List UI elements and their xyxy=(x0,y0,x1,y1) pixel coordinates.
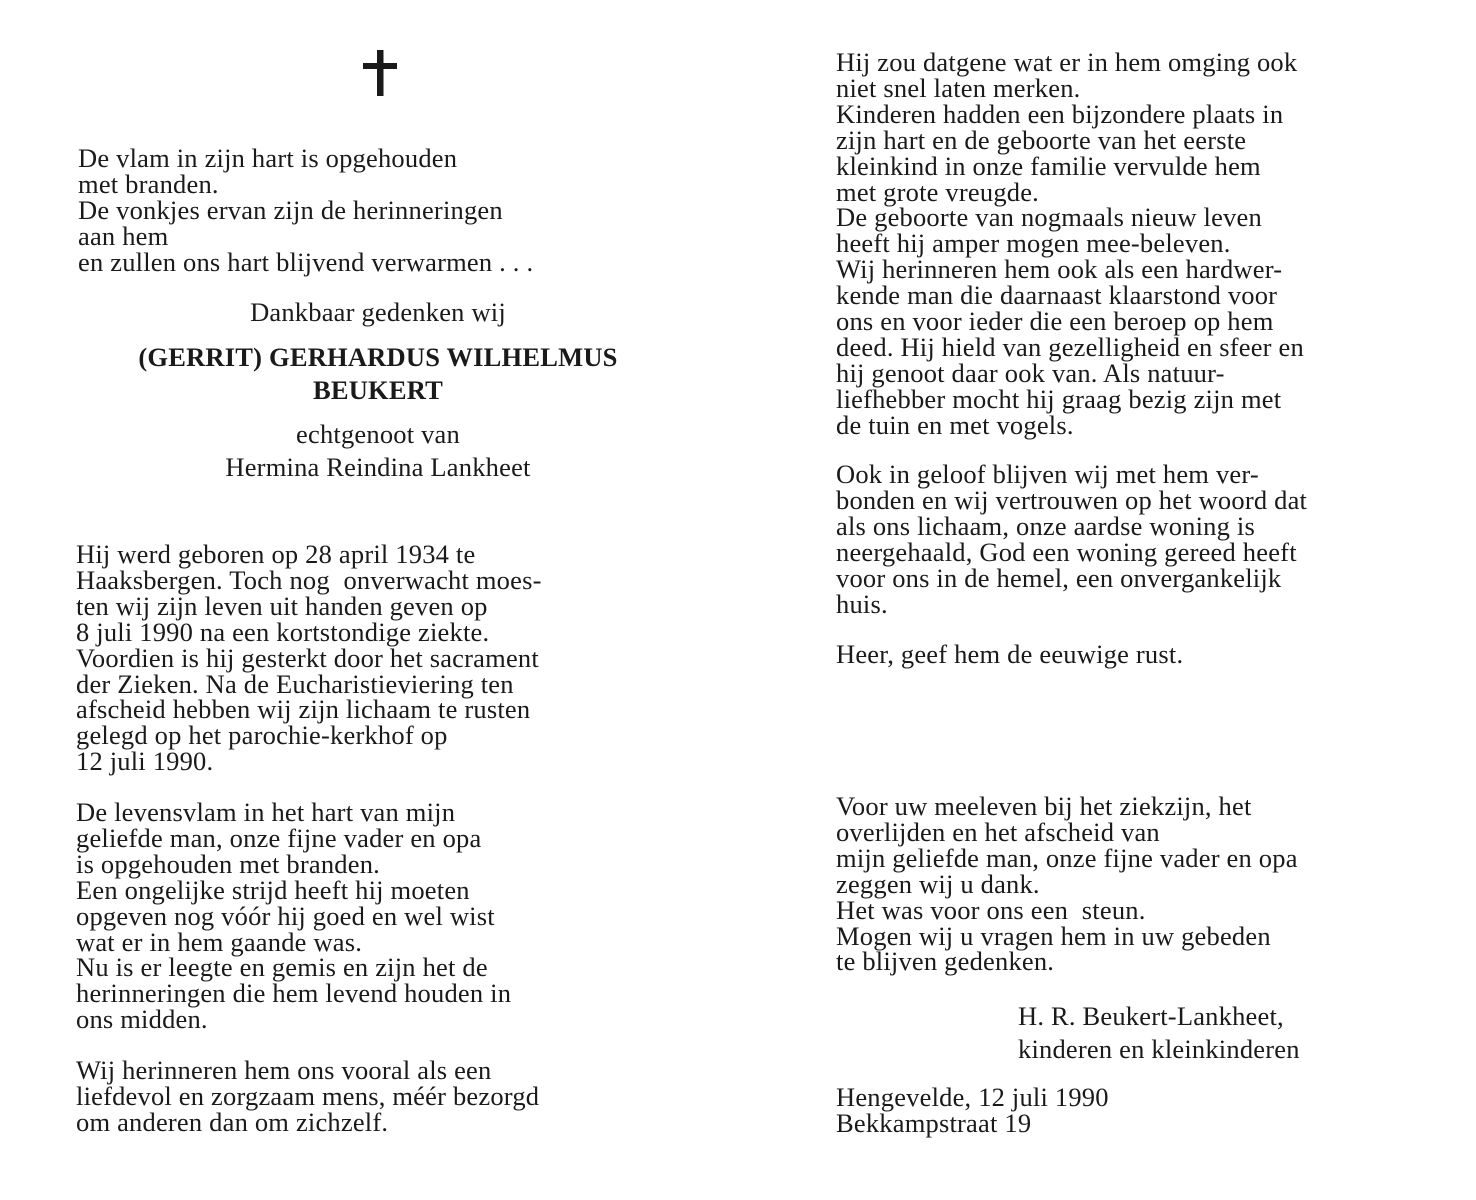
text-line: Ook in geloof blijven wij met hem ver- xyxy=(836,459,1259,489)
signature-name: H. R. Beukert-Lankheet, xyxy=(1018,1001,1284,1031)
text-line: heeft hij amper mogen mee-beleven. xyxy=(836,228,1231,259)
text-line: der Zieken. Na de Eucharistieviering ten xyxy=(76,668,514,699)
text-line: Kinderen hadden een bijzondere plaats in xyxy=(836,98,1284,129)
biography-paragraph xyxy=(76,539,726,777)
text-line: bonden en wij vertrouwen op het woord dat xyxy=(836,484,1308,515)
text-line: Hij zou datgene wat er in hem omging ook xyxy=(836,47,1298,77)
character-paragraph xyxy=(76,1055,726,1137)
text-line: liefhebber mocht hij graag bezig zijn met xyxy=(836,383,1282,414)
text-line: De geboorte van nogmaals nieuw leven xyxy=(836,202,1262,233)
text-line: is opgehouden met branden. xyxy=(76,848,380,879)
spouse-info xyxy=(78,418,678,484)
place-and-address xyxy=(836,1082,1466,1138)
deceased-name-line1: (GERRIT) GERHARDUS WILHELMUS xyxy=(138,342,618,372)
text-line: liefdevol en zorgzaam mens, méér bezorgd xyxy=(76,1080,540,1111)
intro-line xyxy=(78,297,678,327)
text-line: met grote vreugde. xyxy=(836,176,1040,207)
text-line: zeggen wij u dank. xyxy=(836,868,1040,899)
signature xyxy=(1018,1000,1458,1066)
text-line: Mogen wij u vragen hem in uw gebeden xyxy=(836,920,1271,951)
text-line: Voordien is hij gesterkt door het sacrament xyxy=(76,642,539,673)
deceased-name xyxy=(78,341,678,407)
text-line: om anderen dan om zichzelf. xyxy=(76,1106,389,1137)
text-line: te blijven gedenken. xyxy=(836,946,1055,977)
text-line: wat er in hem gaande was. xyxy=(76,926,363,957)
cross-icon xyxy=(360,48,400,98)
text-line: Een ongelijke strijd heeft hij moeten xyxy=(76,874,470,905)
text-line: ten wij zijn leven uit handen geven op xyxy=(76,590,488,621)
text-line: niet snel laten merken. xyxy=(836,72,1081,103)
text-line: Nu is er leegte en gemis en zijn het de xyxy=(76,952,488,983)
place-date: Hengevelde, 12 juli 1990 xyxy=(836,1082,1109,1112)
remembrance-paragraph xyxy=(76,797,726,1035)
text-line: Voor uw meeleven bij het ziekzijn, het xyxy=(836,791,1252,821)
text-line: geliefde man, onze fijne vader en opa xyxy=(76,822,482,853)
text-line: kleinkind in onze familie vervulde hem xyxy=(836,150,1261,181)
poem xyxy=(78,143,718,277)
text-line: Haaksbergen. Toch nog onverwacht moes- xyxy=(76,564,542,595)
text-line: als ons lichaam, onze aardse woning is xyxy=(836,510,1255,541)
text-line: afscheid hebben wij zijn lichaam te rusten xyxy=(76,694,531,725)
deceased-name-line2: BEUKERT xyxy=(312,375,444,405)
thanks-paragraph xyxy=(836,791,1466,977)
text-line: 8 juli 1990 na een kortstondige ziekte. xyxy=(76,616,490,647)
text-line: voor ons in de hemel, een onvergankelijk xyxy=(836,562,1282,593)
text-line: hij genoot daar ook van. Als natuur- xyxy=(836,357,1225,388)
text-line: Wij herinneren hem ook als een hardwer- xyxy=(836,254,1283,285)
text-line: kende man die daarnaast klaarstond voor xyxy=(836,280,1278,311)
poem-line: met branden. xyxy=(78,168,219,199)
text-line: deed. Hij hield van gezelligheid en sfeer en xyxy=(836,331,1304,362)
text-line: opgeven nog vóór hij goed en wel wist xyxy=(76,900,495,931)
spouse-name: Hermina Reindina Lankheet xyxy=(225,452,531,482)
text-line: Het was voor ons een steun. xyxy=(836,894,1146,925)
prayer xyxy=(836,639,1466,669)
right-page xyxy=(738,0,1476,1200)
text-line: huis. xyxy=(836,588,888,619)
text-line: De levensvlam in het hart van mijn xyxy=(76,797,456,827)
text-line: zijn hart en de geboorte van het eerste xyxy=(836,124,1247,155)
text-line: gelegd op het parochie-kerkhof op xyxy=(76,720,448,751)
faith-paragraph xyxy=(836,459,1466,619)
text-line: ons en voor ieder die een beroep op hem xyxy=(836,306,1274,337)
prayer-text: Heer, geef hem de eeuwige rust. xyxy=(836,639,1184,669)
address: Bekkampstraat 19 xyxy=(836,1107,1032,1138)
poem-line: en zullen ons hart blijvend verwarmen . . . xyxy=(78,246,534,277)
poem-line: De vlam in zijn hart is opgehouden xyxy=(78,143,458,173)
poem-line: aan hem xyxy=(78,220,169,251)
text-line: de tuin en met vogels. xyxy=(836,409,1074,440)
signature-family: kinderen en kleinkinderen xyxy=(1018,1034,1300,1064)
text-line: mijn geliefde man, onze fijne vader en opa xyxy=(836,842,1298,873)
character-paragraph-continued xyxy=(836,47,1466,440)
intro-text: Dankbaar gedenken wij xyxy=(250,297,506,327)
text-line: overlijden en het afscheid van xyxy=(836,816,1160,847)
text-line: herinneringen die hem levend houden in xyxy=(76,978,512,1009)
spouse-label: echtgenoot van xyxy=(296,419,460,449)
text-line: neergehaald, God een woning gereed heeft xyxy=(836,536,1297,567)
poem-line: De vonkjes ervan zijn de herinneringen xyxy=(78,194,503,225)
text-line: Wij herinneren hem ons vooral als een xyxy=(76,1055,492,1085)
text-line: 12 juli 1990. xyxy=(76,746,214,777)
text-line: ons midden. xyxy=(76,1004,208,1035)
text-line: Hij werd geboren op 28 april 1934 te xyxy=(76,539,476,569)
